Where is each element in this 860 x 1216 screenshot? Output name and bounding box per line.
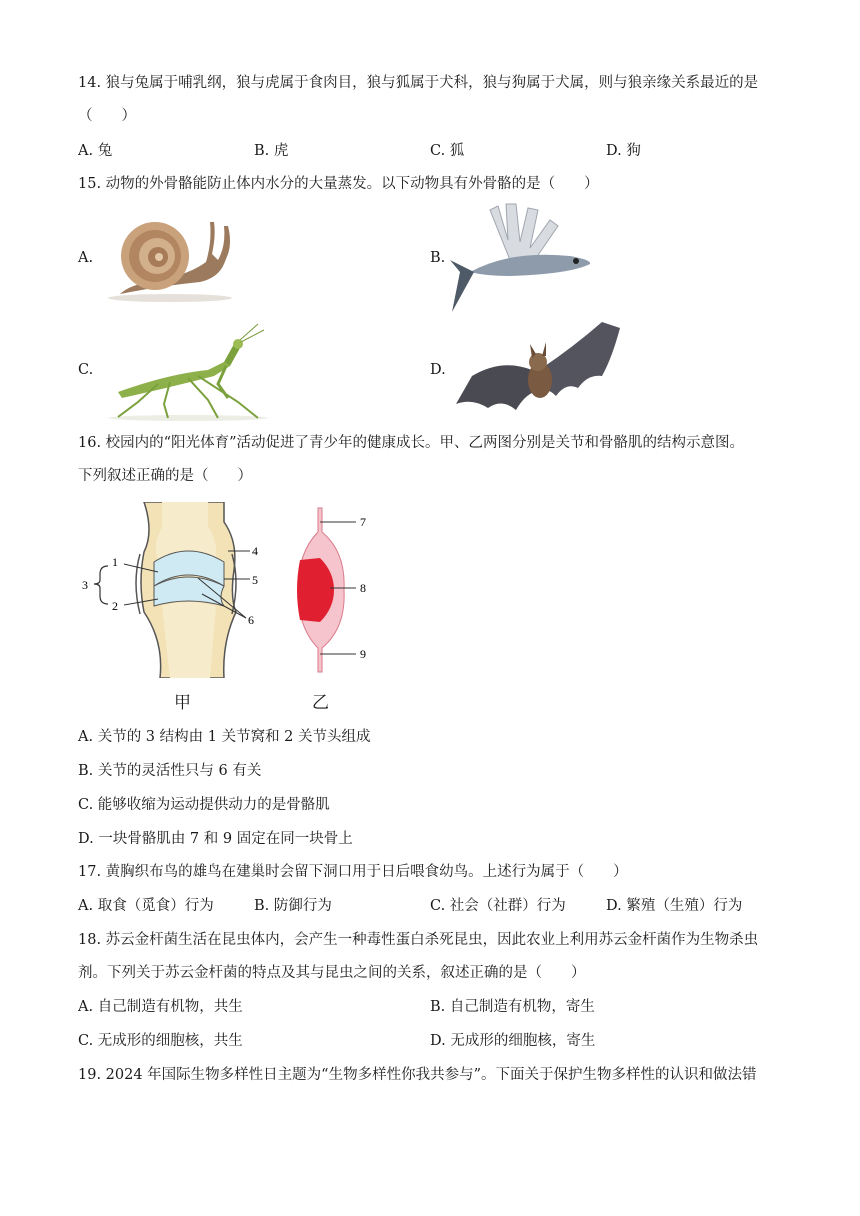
- q17-option-b: B. 防御行为: [254, 898, 332, 914]
- joint-label-3: 3: [82, 578, 88, 592]
- q17-stem: 17. 黄胸织布鸟的雄鸟在建巢时会留下洞口用于日后喂食幼鸟。上述行为属于（ ）: [78, 864, 628, 880]
- caption-yi: 乙: [312, 693, 329, 713]
- joint-label-5: 5: [252, 573, 258, 587]
- joint-label-6: 6: [248, 613, 254, 627]
- snail-image: [100, 212, 235, 304]
- q14-option-a: A. 兔: [78, 143, 113, 159]
- muscle-diagram: [290, 502, 380, 678]
- q18-option-c: C. 无成形的细胞核，共生: [78, 1033, 243, 1049]
- q18-option-d: D. 无成形的细胞核，寄生: [430, 1033, 596, 1049]
- joint-label-4: 4: [252, 544, 258, 558]
- q15-option-b-label: B.: [430, 250, 446, 266]
- q17-option-a: A. 取食（觅食）行为: [78, 898, 214, 914]
- muscle-label-9: 9: [360, 647, 366, 661]
- q15-option-d-label: D.: [430, 362, 446, 378]
- q14-stem: 14. 狼与兔属于哺乳纲，狼与虎属于食肉目，狼与狐属于犬科，狼与狗属于犬属，则与狼亲缘关系最近的是: [78, 75, 759, 91]
- q18-option-b: B. 自己制造有机物，寄生: [430, 999, 595, 1015]
- q18-stem-line1: 18. 苏云金杆菌生活在昆虫体内，会产生一种毒性蛋白杀死昆虫，因此农业上利用苏云金杆菌作为生物杀虫: [78, 932, 759, 948]
- q16-option-c: C. 能够收缩为运动提供动力的是骨骼肌: [78, 797, 330, 813]
- q16-option-b: B. 关节的灵活性只与 6 有关: [78, 763, 262, 779]
- caption-jia: 甲: [174, 693, 191, 713]
- muscle-label-7: 7: [360, 515, 366, 529]
- q17-option-d: D. 繁殖（生殖）行为: [606, 898, 743, 914]
- q14-option-c: C. 狐: [430, 143, 465, 159]
- q14-option-b: B. 虎: [254, 143, 289, 159]
- q17-option-c: C. 社会（社群）行为: [430, 898, 566, 914]
- q16-stem-line1: 16. 校园内的“阳光体育”活动促进了青少年的健康成长。甲、乙两图分别是关节和骨骼肌的结构示意图。: [78, 435, 744, 451]
- flying-fish-image: [450, 200, 595, 315]
- q14-paren: （ ）: [78, 108, 136, 124]
- q19-stem: 19. 2024 年国际生物多样性日主题为“生物多样性你我共参与”。下面关于保护生物多样性的认识和做法错: [78, 1067, 757, 1083]
- q15-option-a-label: A.: [78, 250, 94, 266]
- q14-option-d: D. 狗: [606, 143, 641, 159]
- q16-option-a: A. 关节的 3 结构由 1 关节窝和 2 关节头组成: [78, 729, 371, 745]
- q16-stem-line2: 下列叙述正确的是（ ）: [78, 468, 252, 484]
- mantis-image: [98, 322, 273, 422]
- q15-stem: 15. 动物的外骨骼能防止体内水分的大量蒸发。以下动物具有外骨骼的是（ ）: [78, 176, 599, 192]
- muscle-label-8: 8: [360, 581, 366, 595]
- q15-option-c-label: C.: [78, 362, 94, 378]
- bat-image: [452, 318, 624, 422]
- joint-diagram: [78, 502, 278, 678]
- q18-stem-line2: 剂。下列关于苏云金杆菌的特点及其与昆虫之间的关系，叙述正确的是（ ）: [78, 965, 586, 981]
- q18-option-a: A. 自己制造有机物，共生: [78, 999, 243, 1015]
- q16-option-d: D. 一块骨骼肌由 7 和 9 固定在同一块骨上: [78, 831, 353, 847]
- joint-label-2: 2: [112, 599, 118, 613]
- joint-label-1: 1: [112, 555, 118, 569]
